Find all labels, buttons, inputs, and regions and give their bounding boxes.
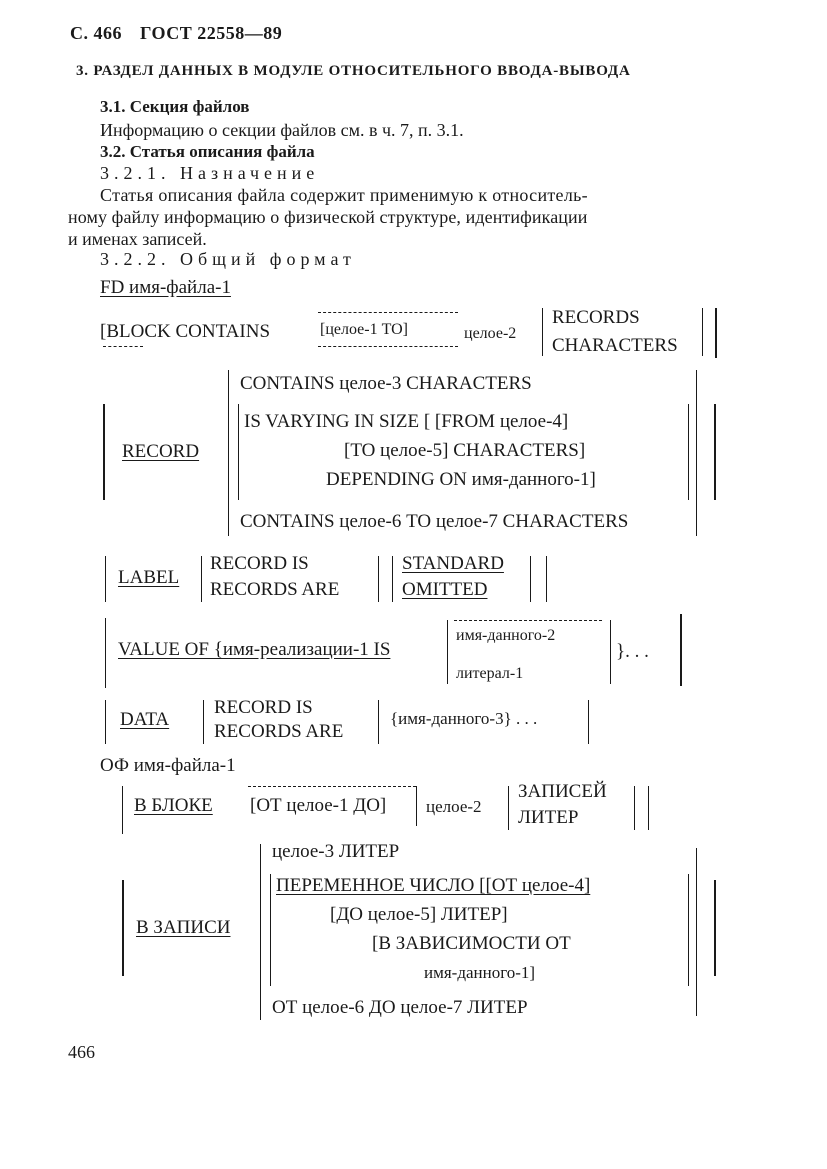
bracket-right (688, 404, 689, 500)
bracket-right (714, 880, 716, 976)
bracket-right (588, 700, 589, 744)
record-int3-ru: целое-3 ЛИТЕР (272, 841, 400, 862)
bracket-left (103, 404, 105, 500)
value-of-keyword: VALUE OF {имя-реализации-1 IS (118, 639, 391, 660)
brace-right (530, 556, 531, 602)
optional-box-right (416, 786, 417, 826)
fd-clause: FD имя-файла-1 (100, 277, 231, 298)
brace-left (203, 700, 204, 744)
subsection-3-2-1-title: 3.2.1. Назначение (100, 163, 320, 183)
section-title: 3. РАЗДЕЛ ДАННЫХ В МОДУЛЕ ОТНОСИТЕЛЬНОГО ВВОДА-ВЫВОДА (76, 63, 631, 79)
record-varying-line-2-ru: [ДО целое-5] ЛИТЕР] (330, 904, 508, 925)
page-number: 466 (68, 1042, 95, 1062)
brace-left (392, 556, 393, 602)
record-range-ru: ОТ целое-6 ДО целое-7 ЛИТЕР (272, 997, 528, 1018)
brace-left (542, 308, 543, 356)
brace-right (378, 700, 379, 744)
block-int2: целое-2 (464, 325, 517, 342)
subsection-3-1-title: 3.1. Секция файлов (100, 97, 250, 116)
data-name-list: {имя-данного-3} . . . (390, 709, 538, 728)
brace-right (634, 786, 635, 830)
label-keyword: LABEL (118, 567, 180, 588)
brace-left (260, 844, 261, 1020)
page-ref: С. 466 (70, 23, 122, 43)
data-records-are: RECORDS ARE (214, 721, 344, 742)
bracket-right (680, 614, 682, 686)
record-varying-line-3: DEPENDING ON имя-данного-1] (326, 469, 596, 490)
label-records-are: RECORDS ARE (210, 579, 340, 600)
block-chars-option-ru: ЛИТЕР (518, 807, 579, 828)
optional-box-top (248, 786, 416, 787)
brace-right (610, 620, 611, 684)
data-keyword: DATA (120, 709, 170, 730)
record-varying-line-3-ru: [В ЗАВИСИМОСТИ ОТ (372, 933, 571, 954)
brace-right (702, 308, 703, 356)
paragraph-line: ному файлу информацию о физической структуре, идентификации (68, 207, 588, 227)
block-contains-keyword: [BLOCK CONTAINS (100, 321, 271, 342)
subsection-3-2-title: 3.2. Статья описания файла (100, 142, 315, 161)
bracket-right (546, 556, 547, 602)
value-ellipsis: }. . . (616, 641, 649, 662)
bracket-left (238, 404, 239, 500)
bracket-left (122, 880, 124, 976)
brace-right (378, 556, 379, 602)
bracket-right (714, 404, 716, 500)
paragraph-line: Статья описания файла содержит применимую к относитель- (100, 185, 588, 205)
block-records-option-ru: ЗАПИСЕЙ (518, 781, 607, 802)
record-varying-line-1-ru: ПЕРЕМЕННОЕ ЧИСЛО [[ОТ целое-4] (276, 875, 591, 896)
label-record-is: RECORD IS (210, 553, 309, 574)
brace-left (201, 556, 202, 602)
data-record-is: RECORD IS (214, 697, 313, 718)
bracket-left (105, 556, 106, 602)
record-varying-line-1: IS VARYING IN SIZE [ [FROM целое-4] (244, 411, 569, 432)
optional-box-top (318, 312, 458, 313)
block-int2-ru: целое-2 (426, 797, 482, 816)
record-contains-range: CONTAINS целое-6 TO целое-7 CHARACTERS (240, 511, 629, 532)
subsection-3-2-2-title: 3.2.2. Общий формат (100, 249, 356, 269)
underline (103, 346, 143, 347)
subsection-3-1-text: Информацию о секции файлов см. в ч. 7, п. 3.1. (100, 120, 464, 140)
value-option-data-name: имя-данного-2 (456, 627, 556, 644)
brace-right (696, 370, 697, 536)
record-keyword: RECORD (122, 441, 200, 462)
brace-left (228, 370, 229, 536)
optional-box-bottom (318, 346, 458, 347)
bracket-left (270, 874, 271, 986)
block-keyword-ru: В БЛОКЕ (134, 795, 213, 816)
paragraph-line: и именах записей. (68, 229, 207, 249)
brace-right (696, 848, 697, 1016)
brace-left (447, 620, 448, 684)
record-varying-line-2: [TO целое-5] CHARACTERS] (344, 440, 586, 461)
bracket-right (715, 308, 717, 358)
bracket-right (648, 786, 649, 830)
record-varying-line-4-ru: имя-данного-1] (424, 963, 536, 982)
label-standard: STANDARD (402, 553, 504, 574)
block-optional-int1: [целое-1 TO] (320, 321, 408, 338)
bracket-right (688, 874, 689, 986)
bracket-left (105, 618, 106, 688)
label-omitted: OMITTED (402, 579, 488, 600)
box-top (454, 620, 602, 621)
record-contains-int3: CONTAINS целое-3 CHARACTERS (240, 373, 532, 394)
block-records-option: RECORDS (552, 307, 640, 328)
value-option-literal: литерал-1 (456, 665, 524, 682)
standard-number: ГОСТ 22558—89 (140, 23, 283, 43)
block-optional-int1-ru: [ОТ целое-1 ДО] (250, 795, 387, 816)
of-clause: ОФ имя-файла-1 (100, 755, 236, 776)
block-characters-option: CHARACTERS (552, 335, 678, 356)
brace-left (508, 786, 509, 830)
bracket-left (122, 786, 123, 834)
bracket-left (105, 700, 106, 744)
record-keyword-ru: В ЗАПИСИ (136, 917, 231, 938)
